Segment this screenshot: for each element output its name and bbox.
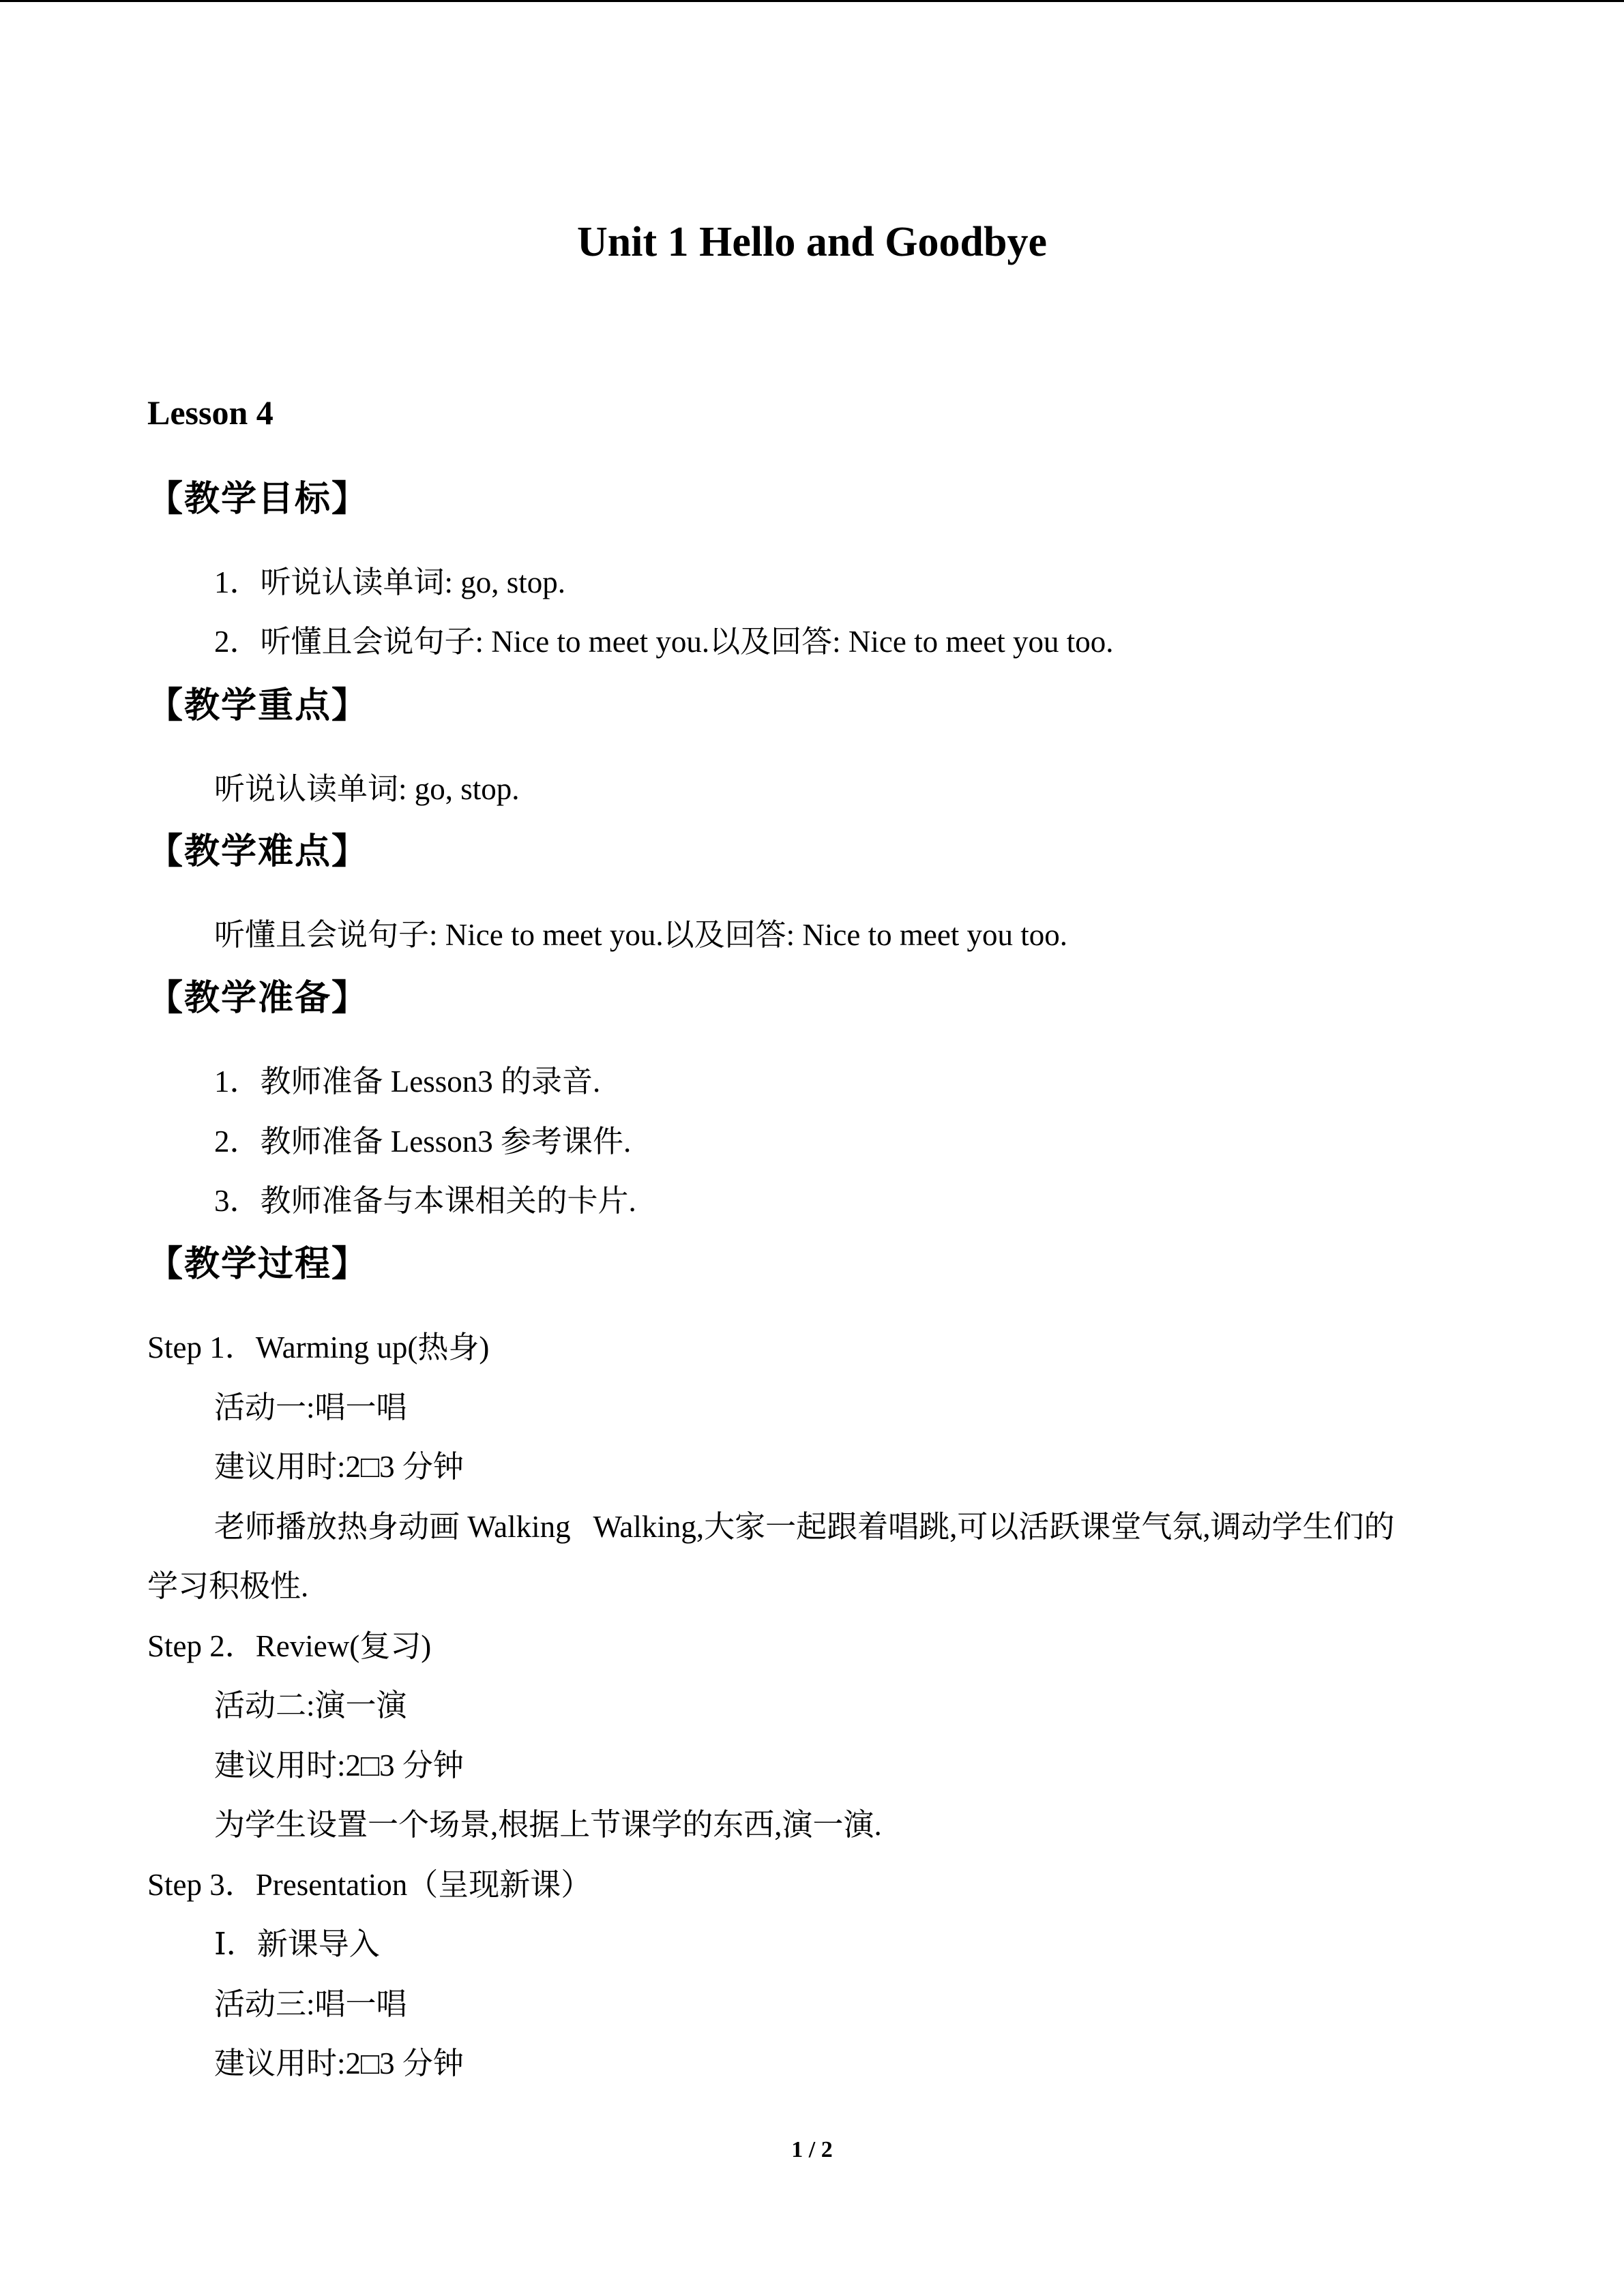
key-point-line: 听说认读单词: go, stop. bbox=[214, 772, 520, 806]
document-title: Unit 1 Hello and Goodbye bbox=[577, 219, 1047, 265]
preparation-line: 2．教师准备 Lesson3 参考课件. bbox=[214, 1124, 632, 1159]
process-line: 建议用时:2□3 分钟 bbox=[214, 1748, 464, 1783]
difficulty-line: 听懂且会说句子: Nice to meet you.以及回答: Nice to meet you too. bbox=[214, 918, 1068, 952]
section-heading-process: 【教学过程】 bbox=[147, 1244, 369, 1285]
step-heading: Step 3．Presentation（呈现新课） bbox=[147, 1868, 592, 1902]
section-heading-difficulties: 【教学难点】 bbox=[147, 831, 369, 872]
process-line: 建议用时:2□3 分钟 bbox=[214, 1450, 464, 1484]
section-heading-key-points: 【教学重点】 bbox=[147, 685, 369, 726]
section-heading-preparation: 【教学准备】 bbox=[147, 978, 369, 1019]
objective-line: 1．听说认读单词: go, stop. bbox=[214, 565, 566, 599]
process-line: 为学生设置一个场景,根据上节课学的东西,演一演. bbox=[214, 1808, 882, 1842]
preparation-line: 3．教师准备与本课相关的卡片. bbox=[214, 1184, 636, 1218]
top-border bbox=[0, 0, 1624, 2]
step-heading: Step 1．Warming up(热身) bbox=[147, 1330, 490, 1365]
process-line: Ⅰ．新课导入 bbox=[214, 1927, 380, 1961]
lesson-heading: Lesson 4 bbox=[147, 393, 274, 432]
process-line: 活动一:唱一唱 bbox=[214, 1390, 407, 1425]
preparation-line: 1．教师准备 Lesson3 的录音. bbox=[214, 1064, 601, 1099]
objective-line: 2．听懂且会说句子: Nice to meet you.以及回答: Nice to meet you too. bbox=[214, 625, 1114, 659]
step-heading: Step 2．Review(复习) bbox=[147, 1629, 432, 1663]
process-line: 老师播放热身动画 Walking Walking,大家一起跟着唱跳,可以活跃课堂气氛,调动学生们的 bbox=[214, 1510, 1395, 1544]
process-line: 活动三:唱一唱 bbox=[214, 1987, 407, 2021]
section-heading-objectives: 【教学目标】 bbox=[147, 479, 369, 520]
page-number: 1 / 2 bbox=[791, 2137, 833, 2162]
process-line: 建议用时:2□3 分钟 bbox=[214, 2046, 464, 2081]
process-line: 学习积极性. bbox=[147, 1569, 309, 1603]
process-line: 活动二:演一演 bbox=[214, 1688, 407, 1723]
